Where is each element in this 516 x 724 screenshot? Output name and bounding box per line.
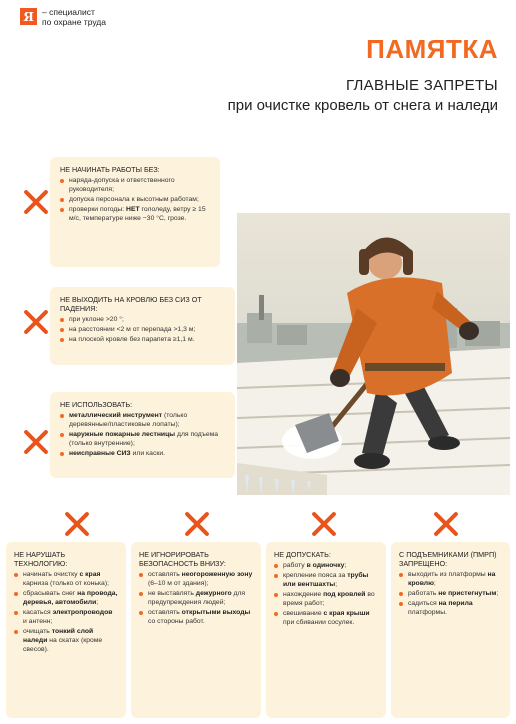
logo (20, 8, 106, 27)
rule-card-no-start (50, 157, 220, 267)
card-heading: НЕ ДОПУСКАТЬ: (274, 550, 331, 559)
logo-line2: по охране труда (42, 16, 106, 27)
prohibition-x-icon (310, 510, 338, 538)
list-item: допуска персонала к высотным работам; (60, 195, 210, 204)
rule-card-no-use (50, 392, 235, 478)
page-title: ПАМЯТКА (366, 34, 498, 64)
list-item: наружные пожарные лестницы для подъема (только внутренние); (60, 430, 225, 448)
card-heading: НЕ НАЧИНАТЬ РАБОТЫ БЕЗ: (60, 165, 160, 174)
list-item: сбрасывать снег на провода, деревья, автомобили; (14, 589, 118, 607)
rule-card-safety-below (131, 542, 261, 718)
logo-text (42, 8, 106, 27)
prohibition-x-icon (22, 308, 50, 336)
logo-line1: – специалист (42, 7, 95, 17)
rule-card-no-roof-without-ppe (50, 287, 235, 365)
list-item: наряда-допуска и ответственного руководителя; (60, 176, 210, 194)
prohibition-x-icon (183, 510, 211, 538)
list-item: металлический инструмент (только деревянные/пластиковые лопаты); (60, 411, 225, 429)
list-item: нахождение под кровлей во время работ; (274, 590, 378, 608)
list-item: неисправные СИЗ или каски. (60, 449, 225, 458)
list-item: очищать тонкий слой наледи на скатах (кроме свесов). (14, 627, 118, 654)
list-item: начинать очистку с края карниза (только от конька); (14, 570, 118, 588)
prohibition-x-icon (432, 510, 460, 538)
logo-mark: Я (20, 8, 37, 25)
rule-card-do-not-allow (266, 542, 386, 718)
list-item: при уклоне >20 °; (60, 315, 225, 324)
prohibition-x-icon (22, 188, 50, 216)
list-item: касаться электропроводов и антенн; (14, 608, 118, 626)
list-item: свешивание с края крыши при сбивании сосулек. (274, 609, 378, 627)
list-item: оставлять открытыми выходы со стороны работ. (139, 608, 253, 626)
subtitle-line1: ГЛАВНЫЕ ЗАПРЕТЫ (345, 77, 498, 94)
prohibition-x-icon (22, 428, 50, 456)
list-item: проверки погоды: НЕТ гололеду, ветру ≥ 15 м/с, температуре ниже −30 °С, грозе. (60, 205, 210, 223)
prohibition-x-icon (63, 510, 91, 538)
subtitle-line2: при очистке кровель от снега и наледи (227, 97, 498, 114)
list-item: работать не пристегнутым; (399, 589, 502, 598)
card-heading: НЕ НАРУШАТЬ ТЕХНОЛОГИЮ: (14, 550, 68, 568)
worker-illustration (237, 213, 510, 495)
card-heading: НЕ ИГНОРИРОВАТЬ БЕЗОПАСНОСТЬ ВНИЗУ: (139, 550, 226, 568)
list-item: выходить из платформы на кровлю; (399, 570, 502, 588)
card-heading: НЕ ИСПОЛЬЗОВАТЬ: (60, 400, 133, 409)
card-heading: НЕ ВЫХОДИТЬ НА КРОВЛЮ БЕЗ СИЗ ОТ ПАДЕНИЯ: (60, 295, 202, 313)
card-heading: С ПОДЪЕМНИКАМИ (ПМРП) ЗАПРЕЩЕНО: (399, 550, 497, 568)
list-item: не выставлять дежурного для предупреждения людей; (139, 589, 253, 607)
illustration-worker-clearing-snow (237, 213, 510, 495)
rule-card-lifts (391, 542, 510, 718)
list-item: садиться на перила платформы. (399, 599, 502, 617)
rule-card-technology (6, 542, 126, 718)
list-item: оставлять неогороженную зону (6–10 м от здания); (139, 570, 253, 588)
list-item: на расстоянии <2 м от перепада >1,3 м; (60, 325, 225, 334)
list-item: крепление пояса за трубы или вентшахты; (274, 571, 378, 589)
list-item: на плоской кровле без парапета ≥1,1 м. (60, 335, 225, 344)
list-item: работу в одиночку; (274, 561, 378, 570)
